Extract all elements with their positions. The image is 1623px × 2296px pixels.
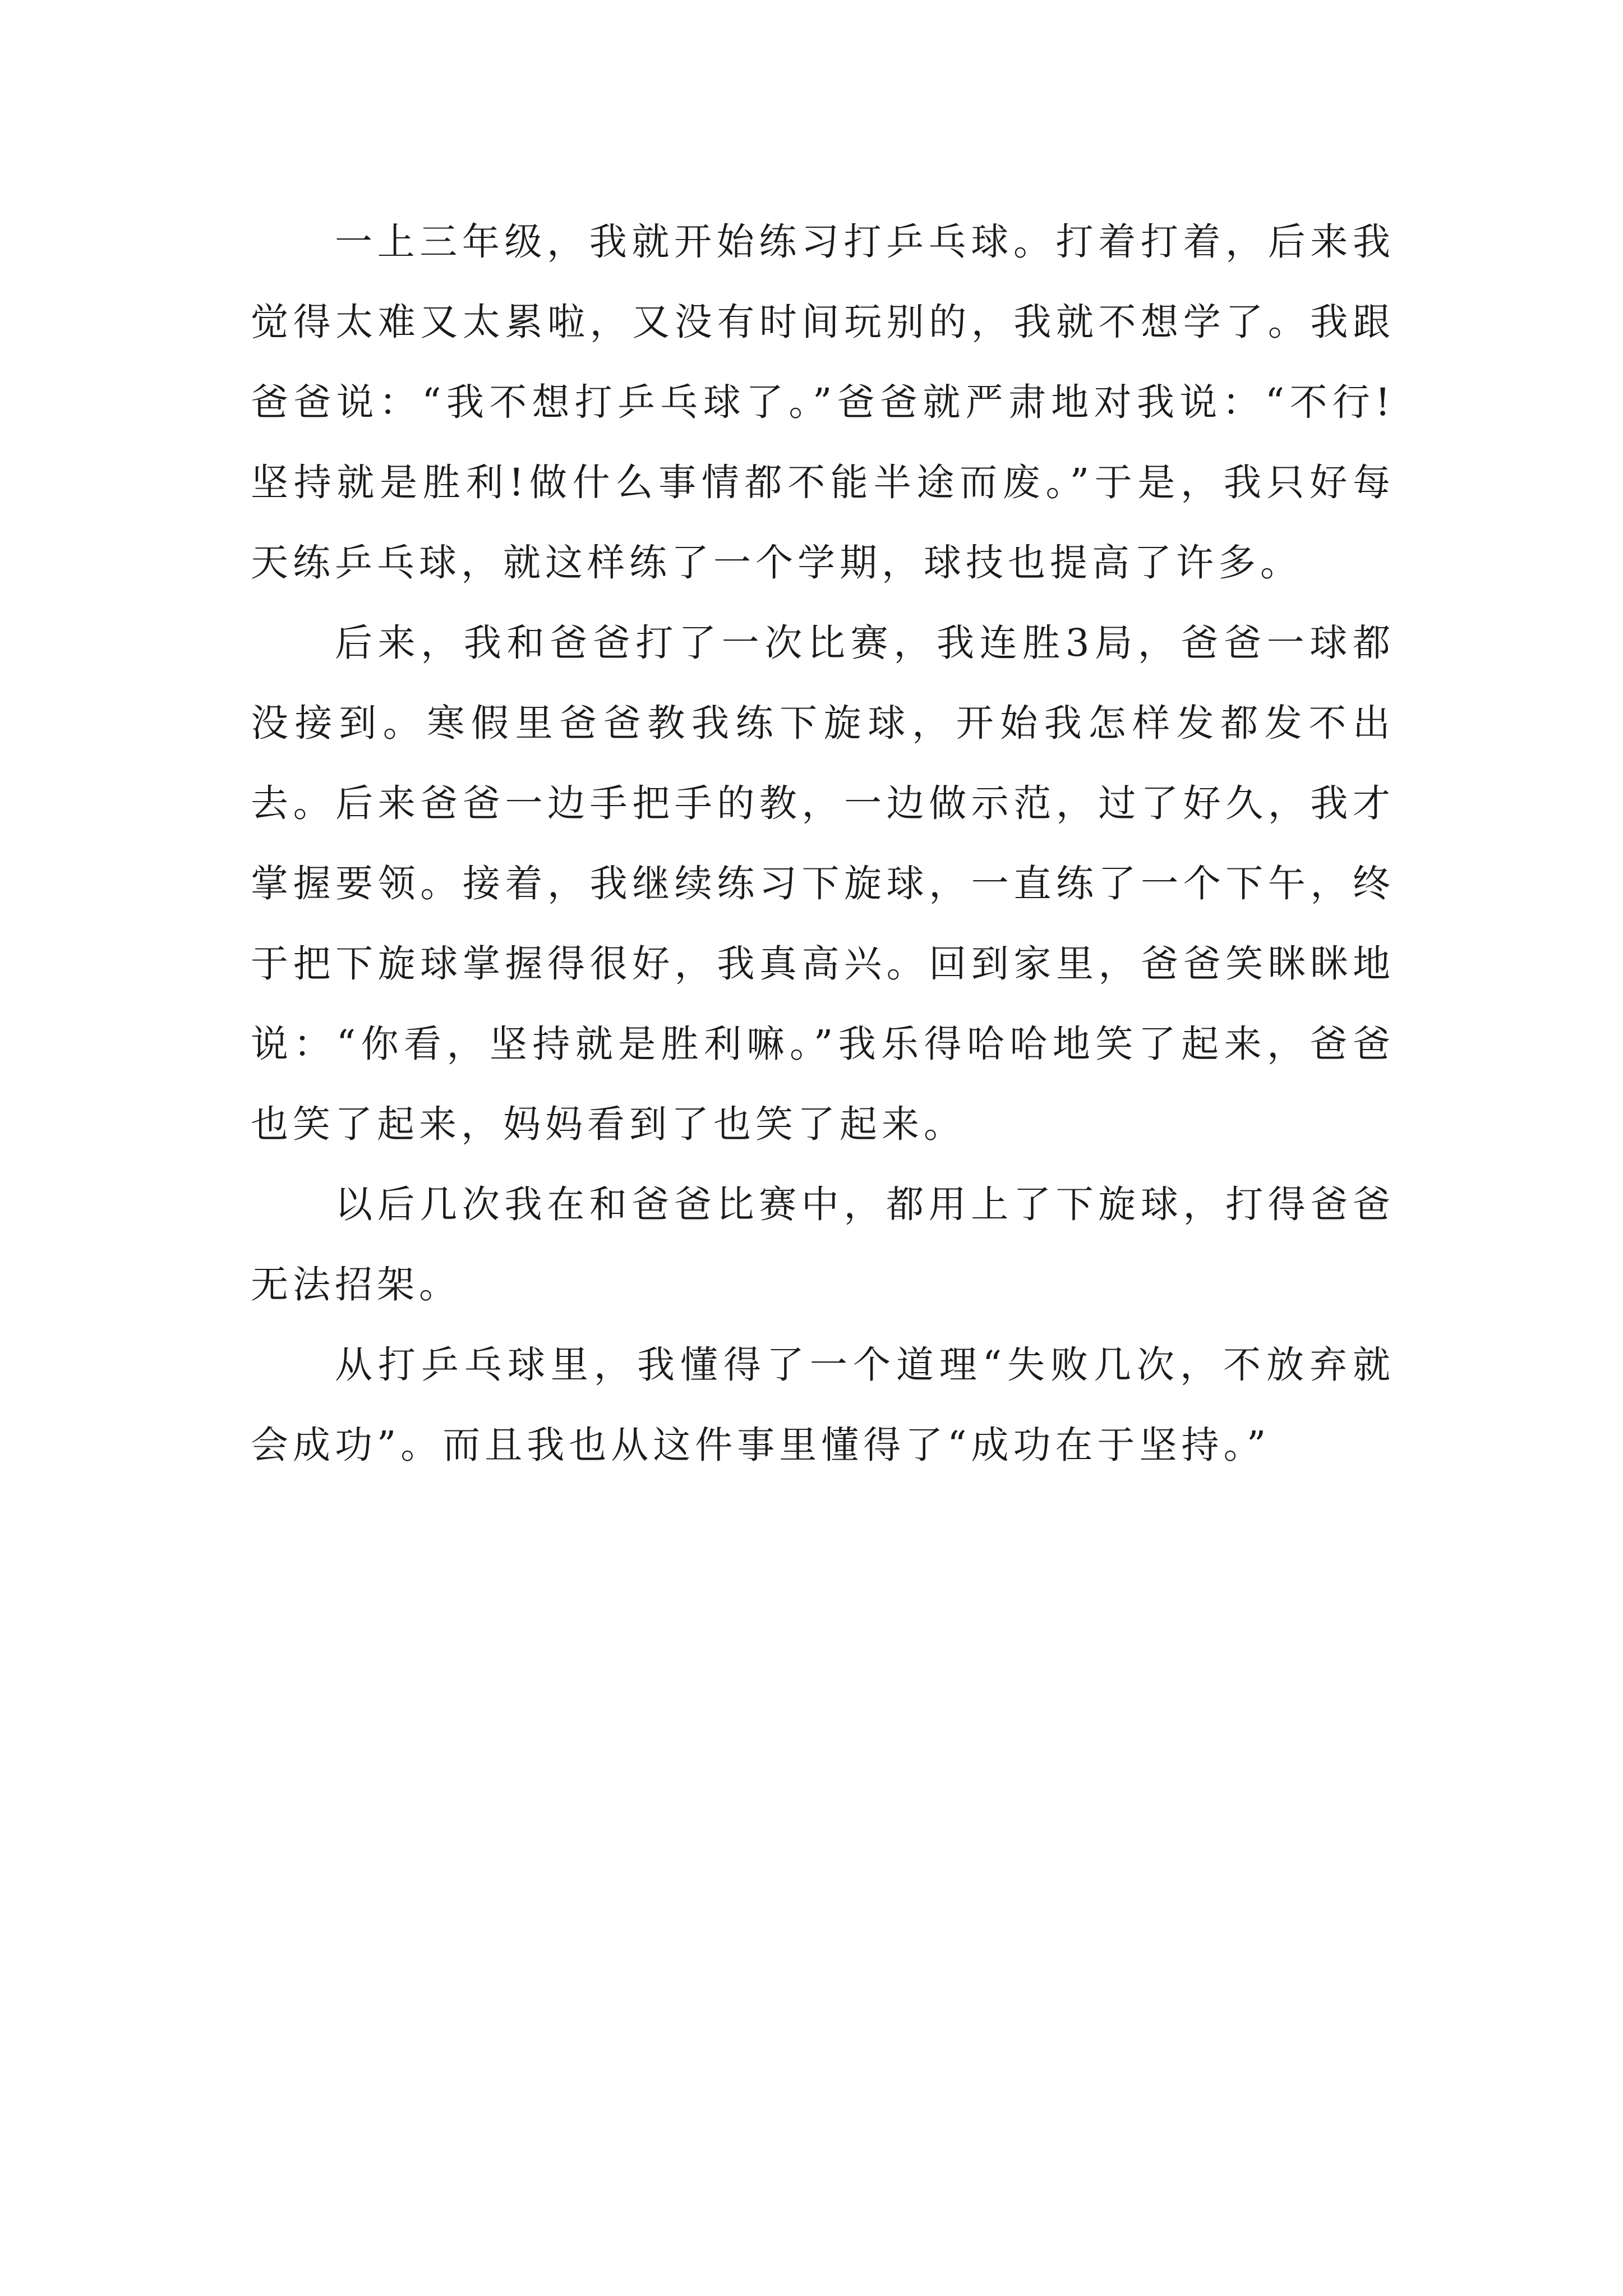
paragraph-2: 后来，我和爸爸打了一次比赛，我连胜3局，爸爸一球都没接到。寒假里爸爸教我练下旋球，开始我怎样发都发不出去。后来爸爸一边手把手的教，一边做示范，过了好久，我才掌握要领。接着，我继续练习下旋球，一直练了一个下午，终于把下旋球掌握得很好，我真高兴。回到家里，爸爸笑眯眯地说：“你看，坚持就是胜利嘛。”我乐得哈哈地笑了起来，爸爸也笑了起来，妈妈看到了也笑了起来。 xyxy=(251,621,1395,1146)
paragraph-4: 从打乒乓球里，我懂得了一个道理“失败几次，不放弃就会成功”。而且我也从这件事里懂得了“成功在于坚持。” xyxy=(251,1343,1395,1467)
paragraph-1: 一上三年级，我就开始练习打乒乓球。打着打着，后来我觉得太难又太累啦，又没有时间玩别的，我就不想学了。我跟爸爸说：“我不想打乒乓球了。”爸爸就严肃地对我说：“不行!坚持就是胜利!做什么事情都不能半途而废。”于是，我只好每天练乒乓球，就这样练了一个学期，球技也提高了许多。 xyxy=(251,220,1395,585)
article-body xyxy=(251,202,1395,1485)
paragraph-3: 以后几次我在和爸爸比赛中，都用上了下旋球，打得爸爸无法招架。 xyxy=(251,1182,1395,1306)
